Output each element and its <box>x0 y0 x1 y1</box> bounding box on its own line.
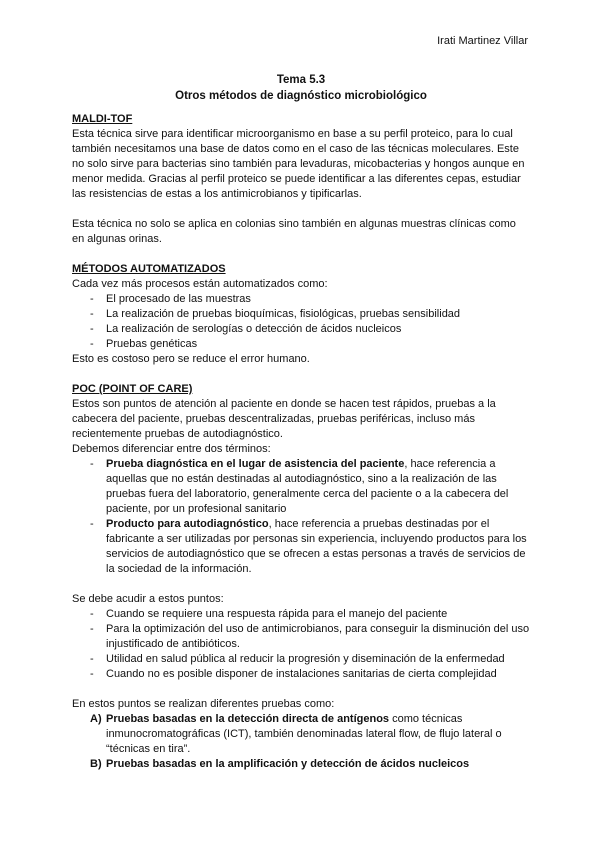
poc-tests-list <box>72 712 530 772</box>
poc-paragraph-1: Estos son puntos de atención al paciente en donde se hacen test rápidos, pruebas a la cabecera del paciente, pruebas descentralizadas, pruebas periféricas, incluso más recientemente pruebas de autodiagnóstico. <box>72 398 496 440</box>
term-bold: Producto para autodiagnóstico <box>106 518 269 530</box>
list-item: - Utilidad en salud pública al reducir la progresión y diseminación de la enfermedad <box>90 652 530 667</box>
test-text: como técnicas inmunocromatográficas (ICT), también denominadas lateral flow, de flujo lateral o “técnicas en tira”. <box>106 713 502 755</box>
auto-list <box>72 292 530 352</box>
author-name: Irati Martinez Villar <box>437 35 528 47</box>
poc-tests-intro: En estos puntos se realizan diferentes pruebas como: <box>72 698 335 710</box>
auto-intro: Cada vez más procesos están automatizados como: <box>72 278 328 290</box>
poc-when-intro: Se debe acudir a estos puntos: <box>72 593 224 605</box>
section-heading-maldi: MALDI-TOF <box>72 113 133 125</box>
list-item: - La realización de serologías o detección de ácidos nucleicos <box>90 322 530 337</box>
list-item: - Para la optimización del uso de antimicrobianos, para conseguir la disminución del uso injustificado de antibióticos. <box>90 622 530 652</box>
list-item: - Pruebas genéticas <box>90 337 530 352</box>
maldi-paragraph-1: Esta técnica sirve para identificar microorganismo en base a su perfil proteico, para lo cual también necesitamos una base de datos como en el caso de las técnicas moleculares. Este no solo sirve para bacterias sino también para levaduras, micobacterias y hongos aunque en menor medida. Gracias al perfil proteico se puede identificar a las diferentes cepas, estudiar las resistencias de estas a los antimicrobianos y tipificarlas. <box>72 128 525 200</box>
term-text: , hace referencia a pruebas destinadas por el fabricante a ser utilizadas por personas sin experiencia, incluyendo productos para los servicios de autodiagnóstico que se ofrecen a estas personas a través de servicios de la sociedad de la información. <box>106 518 527 575</box>
page-title: Otros métodos de diagnóstico microbiológico <box>175 90 427 102</box>
term-bold: Prueba diagnóstica en el lugar de asistencia del paciente <box>106 458 405 470</box>
section-heading-automatizados: MÉTODOS AUTOMATIZADOS <box>72 263 226 275</box>
document-body <box>72 72 530 772</box>
topic-number: Tema 5.3 <box>276 74 326 86</box>
list-item <box>90 757 530 772</box>
list-item: - Cuando se requiere una respuesta rápida para el manejo del paciente <box>90 607 530 622</box>
list-item: - El procesado de las muestras <box>90 292 530 307</box>
list-item: - La realización de pruebas bioquímicas, fisiológicas, pruebas sensibilidad <box>90 307 530 322</box>
list-item <box>90 457 530 517</box>
list-marker: A) <box>90 713 102 725</box>
list-item <box>90 712 530 757</box>
section-heading-poc: POC (POINT OF CARE) <box>72 383 193 395</box>
poc-terms-list <box>72 457 530 577</box>
list-item <box>90 517 530 577</box>
poc-paragraph-2: Debemos diferenciar entre dos términos: <box>72 443 271 455</box>
poc-when-list <box>72 607 530 682</box>
auto-outro: Esto es costoso pero se reduce el error humano. <box>72 353 310 365</box>
test-bold: Pruebas basadas en la detección directa de antígenos <box>106 713 390 725</box>
maldi-paragraph-2: Esta técnica no solo se aplica en colonias sino también en algunas muestras clínicas como en algunas orinas. <box>72 218 516 245</box>
test-bold: Pruebas basadas en la amplificación y detección de ácidos nucleicos <box>106 758 470 770</box>
list-marker: B) <box>90 758 102 770</box>
term-text: , hace referencia a aquellas que no están destinadas al autodiagnóstico, sino a la realización de las pruebas fuera del laboratorio, generalmente cerca del paciente o a la cabecera del paciente, por un profesional sanitario <box>106 458 509 515</box>
list-item: - Cuando no es posible disponer de instalaciones sanitarias de cierta complejidad <box>90 667 530 682</box>
